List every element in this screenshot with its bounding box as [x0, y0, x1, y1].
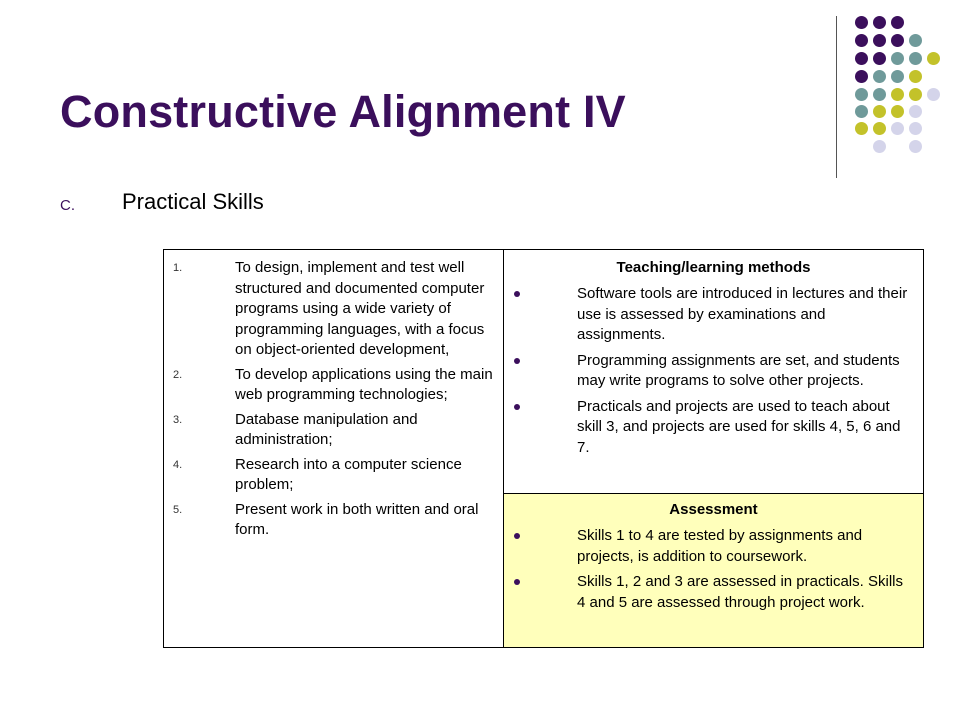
outcomes-list: [164, 258, 503, 545]
decor-dot: [909, 70, 922, 83]
decor-dot: [855, 122, 868, 135]
outcome-item: [164, 500, 503, 541]
outcome-text: Research into a computer science problem;: [235, 455, 462, 493]
slide-title: Constructive Alignment IV: [60, 86, 626, 137]
decor-dot: [855, 34, 868, 47]
decor-dot: [927, 52, 940, 65]
outcome-number: 5.: [173, 503, 183, 516]
decor-dot: [891, 70, 904, 83]
teaching-item-text: Practicals and projects are used to teach about skill 3, and projects are used for skills 4, 5, 6 and 7.: [577, 397, 901, 456]
decor-dot: [909, 122, 922, 135]
decor-dot: [873, 140, 886, 153]
decor-dot: [873, 105, 886, 118]
assessment-heading: Assessment: [669, 501, 758, 518]
decor-dot: [873, 122, 886, 135]
assessment-cell: [504, 494, 923, 647]
section-title: Practical Skills: [122, 189, 264, 214]
decor-dot: [855, 52, 868, 65]
decor-dot: [855, 70, 868, 83]
decor-dot: [891, 16, 904, 29]
decor-dot: [891, 88, 904, 101]
decor-dot: [909, 34, 922, 47]
assessment-item: [504, 572, 923, 613]
decor-dot: [873, 16, 886, 29]
outcome-item: [164, 365, 503, 406]
decor-dot: [855, 88, 868, 101]
decor-dot: [909, 105, 922, 118]
decor-dot: [855, 105, 868, 118]
bullet-icon: [514, 533, 520, 539]
assessment-item: [504, 526, 923, 567]
learning-outcomes-cell: [164, 250, 504, 647]
teaching-item: [504, 284, 923, 346]
teaching-item-text: Software tools are introduced in lectures and their use is assessed by examinations and assignments.: [577, 285, 908, 343]
outcome-number: 2.: [173, 368, 183, 381]
outcome-number: 4.: [173, 458, 183, 471]
bullet-icon: [514, 579, 520, 585]
decor-dot: [873, 52, 886, 65]
decor-dot: [873, 70, 886, 83]
outcome-text: Database manipulation and administration;: [235, 410, 418, 448]
teaching-item: [504, 351, 923, 392]
outcome-item: [164, 410, 503, 451]
decor-dot: [891, 34, 904, 47]
decor-dot: [891, 105, 904, 118]
teaching-list: [504, 284, 923, 458]
outcome-text: To develop applications using the main web programming technologies;: [235, 365, 493, 403]
decor-dot: [873, 88, 886, 101]
decor-dot: [891, 122, 904, 135]
outcome-item: [164, 455, 503, 496]
section-marker: C.: [60, 197, 75, 214]
assessment-item-text: Skills 1, 2 and 3 are assessed in practicals. Skills 4 and 5 are assessed through project work.: [577, 573, 903, 611]
bullet-icon: [514, 358, 520, 364]
outcome-text: Present work in both written and oral form.: [235, 500, 479, 538]
decor-dot: [909, 88, 922, 101]
outcome-number: 1.: [173, 262, 183, 274]
decor-dot: [873, 34, 886, 47]
bullet-icon: [514, 291, 520, 297]
outcome-number: 3.: [173, 413, 183, 426]
decorative-divider: [836, 16, 837, 178]
bullet-icon: [514, 404, 520, 410]
teaching-item-text: Programming assignments are set, and students may write programs to solve other projects.: [577, 351, 900, 389]
decor-dot: [891, 52, 904, 65]
outcome-text: To design, implement and test well structured and documented computer programs using a wide variety of programming languages, with a focus on object-oriented development,: [235, 259, 485, 358]
decor-dot: [909, 52, 922, 65]
teaching-heading: Teaching/learning methods: [616, 259, 811, 276]
alignment-table: [163, 249, 924, 648]
assessment-item-text: Skills 1 to 4 are tested by assignments and projects, is addition to coursework.: [577, 527, 863, 565]
assessment-list: [504, 526, 923, 613]
teaching-item: [504, 397, 923, 459]
decor-dot: [927, 88, 940, 101]
teaching-methods-cell: [504, 250, 923, 494]
outcome-item: [164, 258, 503, 361]
decor-dot: [909, 140, 922, 153]
decor-dot: [855, 16, 868, 29]
